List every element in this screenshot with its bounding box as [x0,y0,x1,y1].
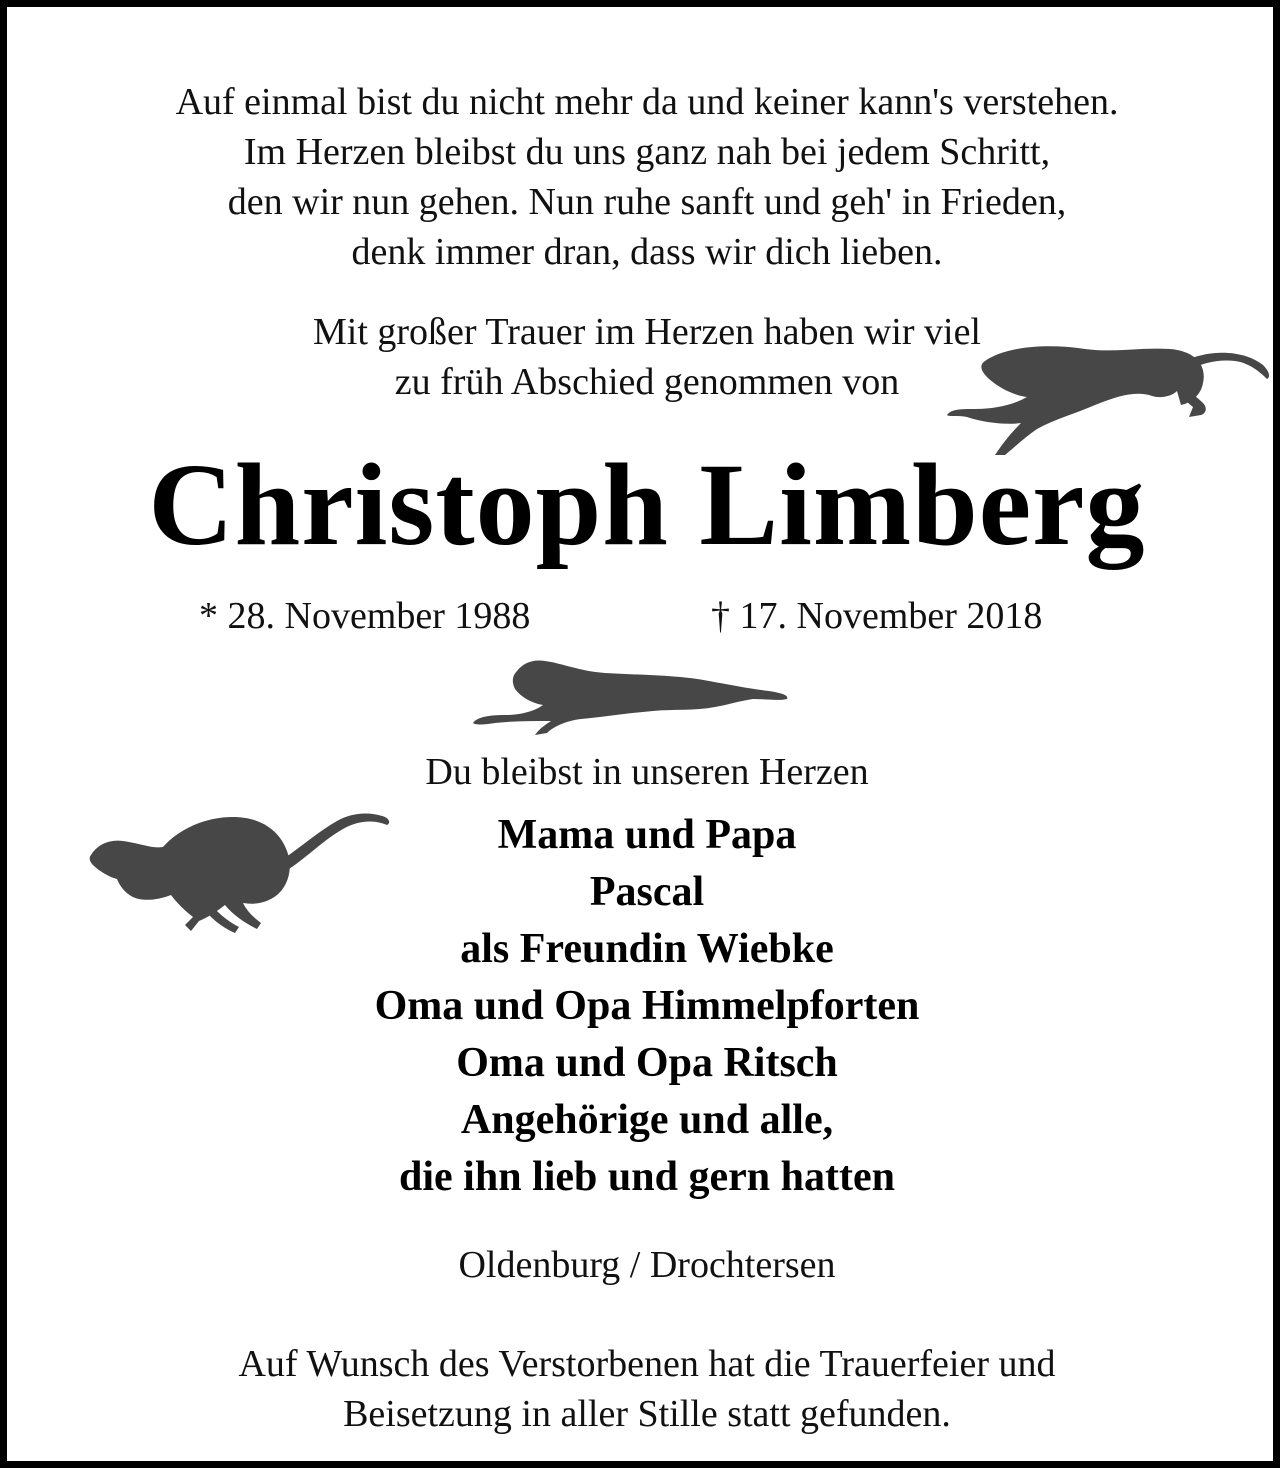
intro-line: Mit großer Trauer im Herzen haben wir viel [313,311,981,353]
poem-line: Auf einmal bist du nicht mehr da und keiner kann's verstehen. [175,81,1119,123]
poem-line: den wir nun gehen. Nun ruhe sanft und geh' in Frieden, [227,181,1067,223]
birth-date: * 28. November 1988 [199,595,531,637]
mourner-line: Pascal [589,869,705,915]
mourner-line: Oma und Opa Himmelpforten [374,983,920,1029]
poem-line: Im Herzen bleibst du uns ganz nah bei jedem Schritt, [243,131,1051,173]
mourner-line: Mama und Papa [497,812,797,858]
notice-line: Beisetzung in aller Stille statt gefunden. [343,1393,951,1435]
poem [7,77,1280,277]
death-date: † 17. November 2018 [711,595,1043,637]
intro-line: zu früh Abschied genommen von [394,361,900,403]
mourner-line: als Freundin Wiebke [460,926,834,972]
funeral-notice [7,1339,1280,1439]
remembrance-text: Du bleibst in unseren Herzen [425,751,869,793]
running-cheetah-icon [469,657,794,739]
place-text: Oldenburg / Drochtersen [458,1244,836,1286]
mourner-line: die ihn lieb und gern hatten [399,1154,895,1200]
notice-line: Auf Wunsch des Verstorbenen hat die Trauerfeier und [238,1343,1056,1385]
mourner-line: Angehörige und alle, [460,1097,834,1143]
poem-line: denk immer dran, dass wir dich lieben. [351,231,943,273]
mourners-list [7,807,1280,1206]
mourner-line: Oma und Opa Ritsch [456,1040,838,1086]
deceased-name: Christoph Limberg [148,439,1146,570]
